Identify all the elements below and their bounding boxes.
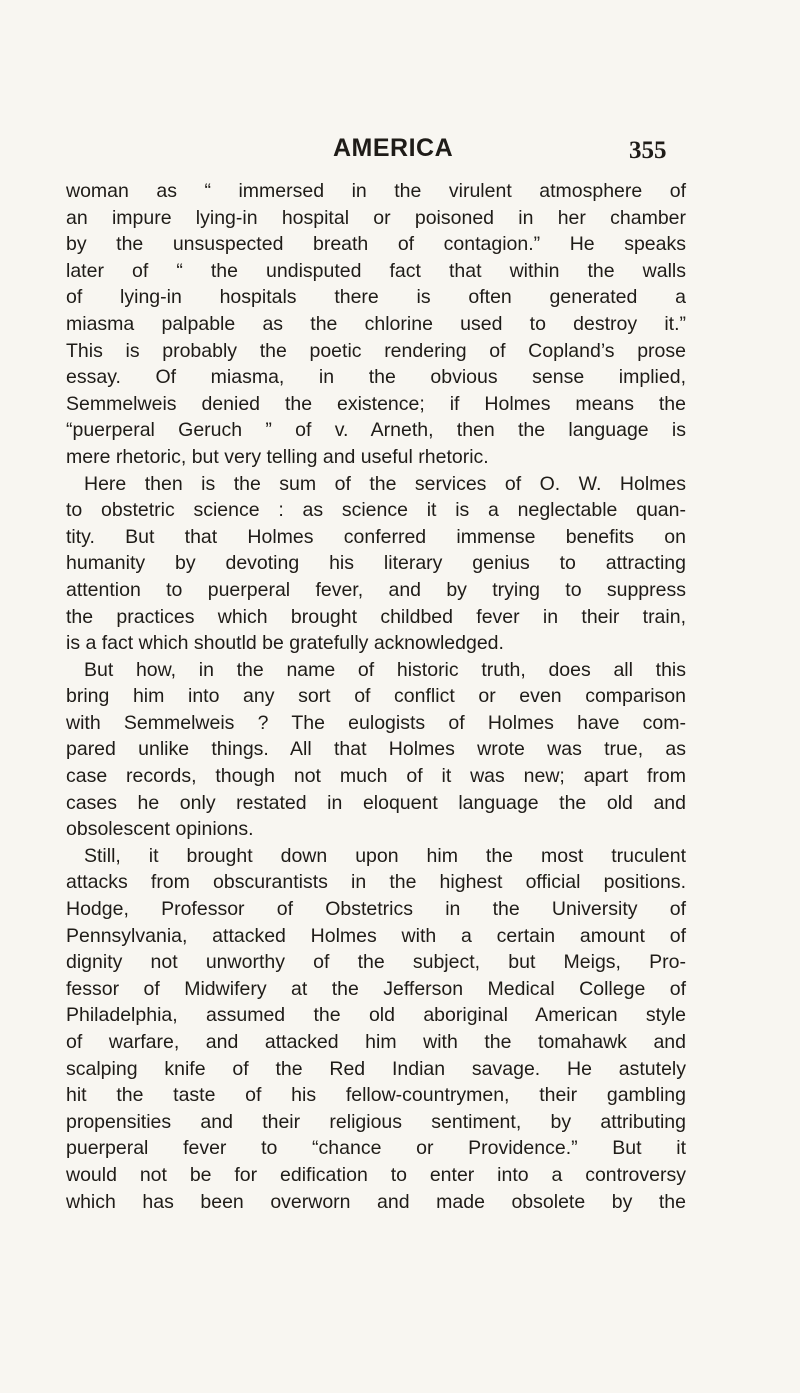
text-line: Philadelphia, assumed the old aboriginal American style [66, 1004, 686, 1027]
text-line: Semmelweis denied the existence; if Holmes means the [66, 392, 686, 415]
text-line: the practices which brought childbed fever in their train, [66, 605, 686, 628]
text-line: humanity by devoting his literary genius to attracting [66, 552, 686, 575]
text-line: later of “ the undisputed fact that within the walls [66, 259, 686, 282]
text-line: mere rhetoric, but very telling and useful rhetoric. [66, 445, 489, 468]
text-line: puerperal fever to “chance or Providence.” But it [66, 1137, 686, 1160]
text-line: an impure lying-in hospital or poisoned in her chamber [66, 206, 686, 229]
text-line: by the unsuspected breath of contagion.” He speaks [66, 233, 686, 256]
text-line: Still, it brought down upon him the most truculent [84, 844, 686, 867]
text-line: bring him into any sort of conflict or even comparison [66, 685, 686, 708]
text-line: Here then is the sum of the services of O. W. Holmes [84, 472, 686, 495]
text-line: of warfare, and attacked him with the tomahawk and [66, 1031, 686, 1053]
text-line: of lying-in hospitals there is often generated a [66, 286, 686, 309]
text-line: hit the taste of his fellow-countrymen, their gambling [66, 1084, 686, 1107]
text-line: Hodge, Professor of Obstetrics in the University of [66, 898, 686, 921]
text-line: with Semmelweis ? The eulogists of Holmes have com- [66, 711, 686, 734]
text-line: miasma palpable as the chlorine used to destroy it.” [66, 312, 686, 335]
text-line: which has been overworn and made obsolete by the [66, 1190, 686, 1213]
text-line: attacks from obscurantists in the highest official positions. [66, 871, 686, 894]
text-line: cases he only restated in eloquent language the old and [66, 791, 686, 814]
text-line: attention to puerperal fever, and by trying to suppress [66, 578, 686, 601]
text-line: pared unlike things. All that Holmes wrote was true, as [66, 738, 686, 761]
text-line: is a fact which shoutld be gratefully acknowledged. [66, 632, 504, 655]
running-head: AMERICA [333, 134, 454, 162]
text-line: scalping knife of the Red Indian savage. He astutely [66, 1057, 686, 1080]
page-number: 355 [629, 137, 667, 164]
text-line: dignity not unworthy of the subject, but Meigs, Pro- [66, 951, 686, 974]
text-line: to obstetric science : as science it is a neglectable quan- [66, 499, 686, 522]
text-line: case records, though not much of it was new; apart from [66, 765, 686, 788]
text-line: propensities and their religious sentiment, by attributing [66, 1110, 686, 1133]
text-line: obsolescent opinions. [66, 818, 254, 841]
text-line: But how, in the name of historic truth, does all this [84, 658, 686, 681]
text-line: Pennsylvania, attacked Holmes with a certain amount of [66, 924, 686, 947]
text-line: tity. But that Holmes conferred immense benefits on [66, 525, 686, 548]
text-line: This is probably the poetic rendering of Copland’s prose [66, 339, 686, 362]
text-line: fessor of Midwifery at the Jefferson Medical College of [66, 977, 686, 1000]
text-line: woman as “ immersed in the virulent atmosphere of [66, 180, 686, 202]
text-line: would not be for edification to enter into a controversy [66, 1163, 686, 1186]
text-line: “puerperal Geruch ” of v. Arneth, then the language is [66, 419, 686, 442]
text-line: essay. Of miasma, in the obvious sense implied, [66, 366, 686, 389]
body-text [66, 178, 686, 1215]
